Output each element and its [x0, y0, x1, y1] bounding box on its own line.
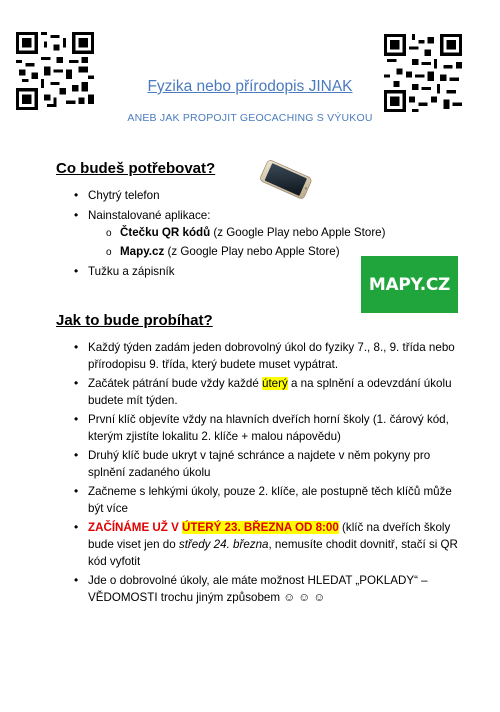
list-item: • ZAČÍNÁME UŽ V ÚTERÝ 23. BŘEZNA OD 8:00 (klíč na dveřích školy bude viset jen do středy 24. března, nemusíte chodit dovnitř, stačí si QR kód vyfotit: [74, 519, 466, 570]
page-title: Fyzika nebo přírodopis JINAK: [147, 78, 353, 95]
list-item: o Čtečku QR kódů (z Google Play nebo Apple Store): [106, 224, 404, 241]
section-heading-how: Jak to bude probíhat?: [56, 312, 213, 329]
how-list: [74, 339, 466, 608]
list-item: • Tužku a zápisník: [74, 263, 404, 280]
mapy-cz-logo: MAPY.CZ: [361, 256, 458, 313]
list-item: • Chytrý telefon: [74, 187, 404, 204]
start-date-highlight: ÚTERÝ 23. BŘEZNA OD 8:00: [182, 521, 339, 534]
page-subtitle: ANEB JAK PROPOJIT GEOCACHING S VÝUKOU: [127, 112, 373, 124]
list-item: • Jde o dobrovolné úkoly, ale máte možnost HLEDAT „POKLADY“ – VĚDOMOSTI trochu jiným způsobem ☺ ☺ ☺: [74, 572, 466, 606]
list-item: • První klíč objevíte vždy na hlavních dveřích horní školy (1. čárový kód, kterým zjistíte lokalitu 2. klíče + malou nápovědu): [74, 411, 466, 445]
qr-code-right: [384, 34, 462, 112]
apps-sublist: [88, 224, 404, 261]
list-item: • Každý týden zadám jeden dobrovolný úkol do fyziky 7., 8., 9. třída nebo přírodopisu 9. třída, který budete muset vypátrat.: [74, 339, 466, 373]
section-heading-needs: Co budeš potřebovat?: [56, 160, 216, 177]
highlight-tuesday: úterý: [262, 377, 288, 390]
needs-list: [74, 187, 404, 282]
list-item: • Začátek pátrání bude vždy každé úterý a na splnění a odevzdání úkolu budete mít týden.: [74, 375, 466, 409]
list-item: • Nainstalované aplikace: o Čtečku QR kódů (z Google Play nebo Apple Store) o Mapy.cz (z Google Play nebo Apple Store): [74, 207, 404, 261]
list-item: o Mapy.cz (z Google Play nebo Apple Store): [106, 243, 404, 260]
qr-code-left: [16, 32, 94, 110]
list-item: • Začneme s lehkými úkoly, pouze 2. klíče, ale postupně těch klíčů může být více: [74, 483, 466, 517]
list-item: • Druhý klíč bude ukryt v tajné schránce a najdete v něm pokyny pro splnění zadaného úkolu: [74, 447, 466, 481]
